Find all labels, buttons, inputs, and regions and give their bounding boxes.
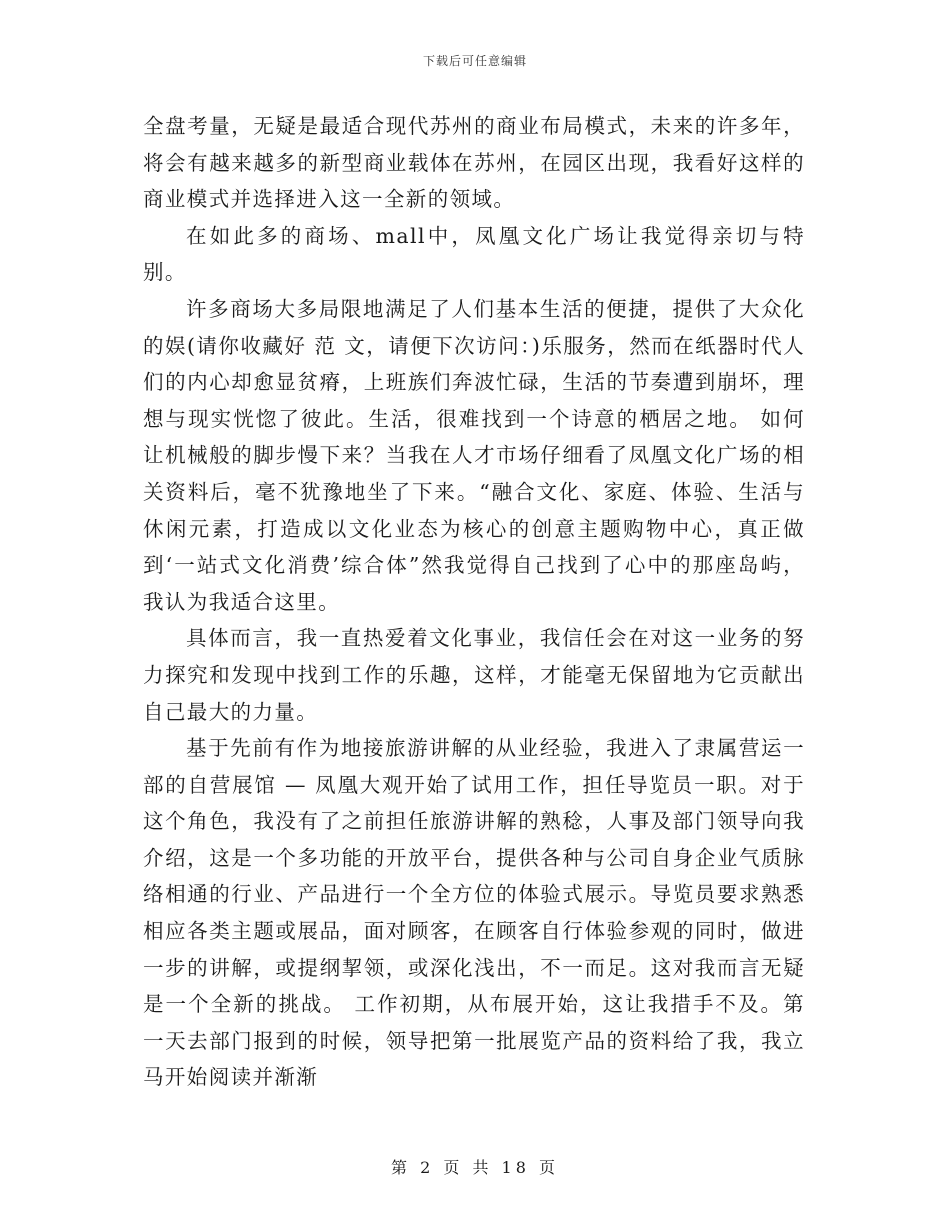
paragraph-4: 具体而言，我一直热爱着文化事业，我信任会在对这一业务的努力探究和发现中找到工作的乐趣，这样，才能毫无保留地为它贡献出自己最大的力量。 [143, 626, 805, 724]
page-header: 下载后可任意编辑 [422, 54, 527, 68]
paragraph-3: 许多商场大多局限地满足了人们基本生活的便捷，提供了大众化的娱(请你收藏好 范 文，请便下次访问：)乐服务，然而在纸器时代人们的内心却愈显贫瘠，上班族们奔波忙碌，生活的节奏遭到崩坏，理想与现实恍惚了彼此。生活，很难找到一个诗意的栖居之地。 如何让机械般的脚步慢下来？当我在人才市场仔细看了凤凰文化广场的相关资料后，毫不犹豫地坐了下来。“融合文化、家庭、体验、生活与休闲元素，打造成以文化业态为核心的创意主题购物中心，真正做到‘一站式文化消费’综合体”然我觉得自己找到了心中的那座岛屿，我认为我适合这里。 [143, 296, 805, 614]
page-number: 第 2 页 共 18 页 [391, 1158, 559, 1177]
paragraph-5: 基于先前有作为地接旅游讲解的从业经验，我进入了隶属营运一部的自营展馆 — 凤凰大观开始了试用工作，担任导览员一职。对于这个角色，我没有了之前担任旅游讲解的熟稔，人事及部门领导向我介绍，这是一个多功能的开放平台，提供各种与公司自身企业气质脉络相通的行业、产品进行一个全方位的体验式展示。导览员要求熟悉相应各类主题或展品，面对顾客，在顾客自行体验参观的同时，做进一步的讲解，或提纲挈领，或深化浅出，不一而足。这对我而言无疑是一个全新的挑战。 工作初期，从布展开始，这让我措手不及。第一天去部门报到的时候，领导把第一批展览产品的资料给了我，我立马开始阅读并渐渐 [143, 736, 805, 1090]
paragraph-2: 在如此多的商场、mall中，凤凰文化广场让我觉得亲切与特别。 [143, 223, 805, 285]
paragraph-1: 全盘考量，无疑是最适合现代苏州的商业布局模式，未来的许多年，将会有越来越多的新型商业载体在苏州，在园区出现，我看好这样的商业模式并选择进入这一全新的领域。 [143, 114, 805, 212]
document-body [143, 108, 805, 1096]
